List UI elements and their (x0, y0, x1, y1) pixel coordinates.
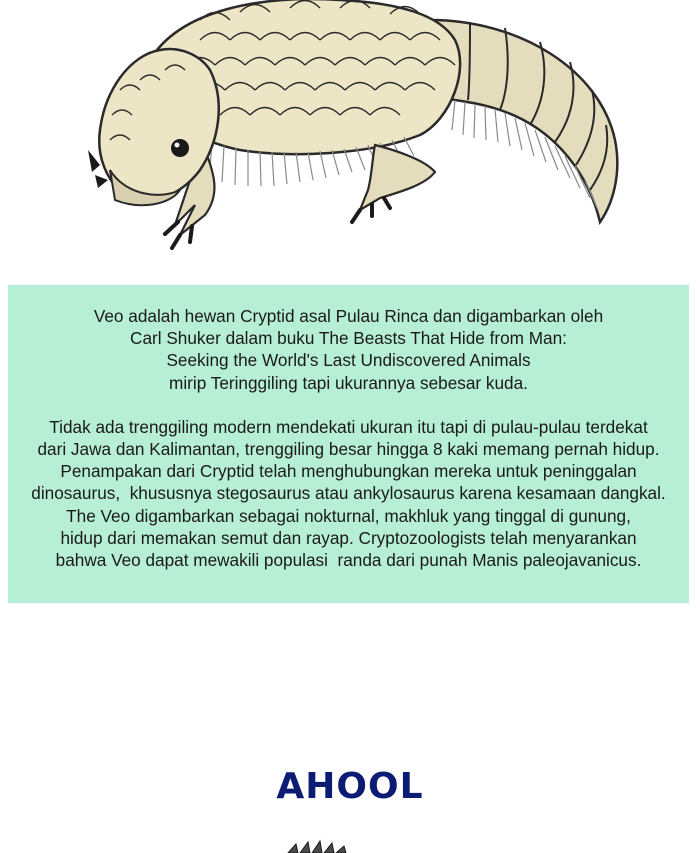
veo-description-box (8, 285, 689, 603)
text-line: Tidak ada trenggiling modern mendekati ukuran itu tapi di pulau-pulau terdekat (49, 416, 648, 437)
text-line: hidup dari memakan semut dan rayap. Cryptozoologists telah menyarankan (60, 527, 637, 548)
paragraph-gap (8, 394, 689, 416)
text-line: Carl Shuker dalam buku The Beasts That Hide from Man: (130, 328, 567, 349)
eye (171, 139, 189, 157)
ahool-illustration-top (278, 838, 368, 853)
text-line: Penampakan dari Cryptid telah menghubungkan mereka untuk peninggalan (60, 461, 637, 482)
veo-intro-paragraph (8, 305, 689, 394)
text-line: The Veo digambarkan sebagai nokturnal, makhluk yang tinggal di gunung, (66, 505, 631, 526)
ahool-heading: AHOOL (276, 766, 424, 807)
text-line: mirip Teringgiling tapi ukurannya sebesar kuda. (169, 372, 528, 393)
veo-detail-paragraph (8, 416, 689, 571)
text-line: Veo adalah hewan Cryptid asal Pulau Rinca dan digambarkan oleh (93, 306, 604, 326)
back-leg (360, 145, 435, 210)
text-line: bahwa Veo dapat mewakili populasi randa dari punah Manis paleojavanicus. (55, 550, 642, 571)
text-line: Seeking the World's Last Undiscovered Animals (166, 350, 531, 371)
text-line: dinosaurus, khususnya stegosaurus atau ankylosaurus karena kesamaan dangkal. (31, 483, 666, 504)
veo-creature-illustration (0, 0, 700, 270)
text-line: dari Jawa dan Kalimantan, trenggiling besar hingga 8 kaki memang pernah hidup. (37, 439, 660, 460)
